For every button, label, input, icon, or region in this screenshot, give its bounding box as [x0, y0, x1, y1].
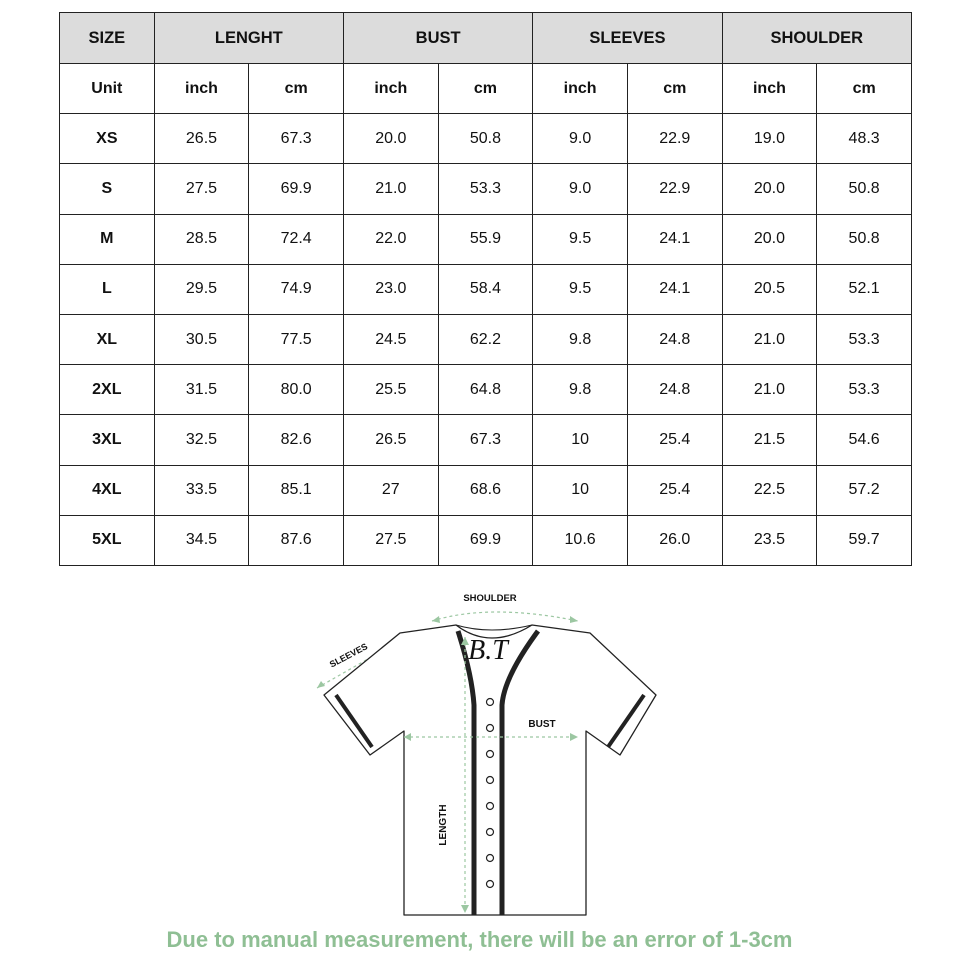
size-chart-table: [59, 12, 912, 566]
measurement-cell: 10.6: [533, 515, 628, 565]
brand-logo: B.T: [468, 635, 508, 666]
sleeves-label: SLEEVES: [327, 641, 370, 670]
table-row: [60, 415, 912, 465]
measurement-cell: 26.5: [154, 114, 249, 164]
measurement-cell: 10: [533, 465, 628, 515]
measurement-cell: 23.5: [722, 515, 817, 565]
measurement-cell: 22.0: [343, 214, 438, 264]
measurement-cell: 55.9: [438, 214, 533, 264]
measurement-cell: 82.6: [249, 415, 344, 465]
measurement-cell: 9.0: [533, 164, 628, 214]
table-row: [60, 114, 912, 164]
size-cell: XL: [60, 314, 155, 364]
measurement-cell: 34.5: [154, 515, 249, 565]
measurement-cell: 24.1: [627, 214, 722, 264]
measurement-cell: 9.8: [533, 365, 628, 415]
measurement-cell: 24.5: [343, 314, 438, 364]
measurement-cell: 67.3: [438, 415, 533, 465]
measurement-cell: inch: [722, 64, 817, 114]
measurement-cell: 24.1: [627, 264, 722, 314]
measurement-cell: 50.8: [438, 114, 533, 164]
unit-row: [60, 64, 912, 114]
size-cell: 4XL: [60, 465, 155, 515]
bust-label: BUST: [528, 719, 556, 730]
measurement-cell: 54.6: [817, 415, 912, 465]
measurement-cell: 29.5: [154, 264, 249, 314]
table-row: [60, 465, 912, 515]
length-label: LENGTH: [438, 804, 449, 846]
table-row: [60, 164, 912, 214]
measurement-cell: 22.9: [627, 164, 722, 214]
measurement-cell: 74.9: [249, 264, 344, 314]
measurement-error-note: Due to manual measurement, there will be an error of 1-3cm: [166, 927, 793, 952]
measurement-cell: 9.5: [533, 214, 628, 264]
measurement-cell: 28.5: [154, 214, 249, 264]
measurement-cell: 77.5: [249, 314, 344, 364]
measurement-cell: 57.2: [817, 465, 912, 515]
unit-label: Unit: [60, 64, 155, 114]
measurement-cell: 53.3: [817, 314, 912, 364]
measurement-cell: 22.5: [722, 465, 817, 515]
jersey-illustration: [300, 585, 680, 925]
shoulder-label: SHOULDER: [463, 593, 517, 604]
measurement-cell: 27: [343, 465, 438, 515]
header-bust: BUST: [343, 13, 532, 64]
measurement-cell: 67.3: [249, 114, 344, 164]
table-row: [60, 264, 912, 314]
measurement-cell: 19.0: [722, 114, 817, 164]
size-cell: XS: [60, 114, 155, 164]
measurement-cell: 20.5: [722, 264, 817, 314]
measurement-cell: 62.2: [438, 314, 533, 364]
measurement-cell: 9.8: [533, 314, 628, 364]
header-row: [60, 13, 912, 64]
measurement-cell: inch: [533, 64, 628, 114]
measurement-cell: 9.5: [533, 264, 628, 314]
measurement-cell: 72.4: [249, 214, 344, 264]
size-cell: M: [60, 214, 155, 264]
measurement-cell: 30.5: [154, 314, 249, 364]
measurement-cell: 80.0: [249, 365, 344, 415]
measurement-cell: 50.8: [817, 164, 912, 214]
measurement-cell: inch: [343, 64, 438, 114]
header-size: SIZE: [60, 13, 155, 64]
measurement-cell: 53.3: [438, 164, 533, 214]
measurement-cell: 27.5: [154, 164, 249, 214]
measurement-cell: 32.5: [154, 415, 249, 465]
size-cell: 3XL: [60, 415, 155, 465]
size-cell: 5XL: [60, 515, 155, 565]
measurement-cell: 9.0: [533, 114, 628, 164]
measurement-cell: 21.0: [722, 314, 817, 364]
measurement-cell: 10: [533, 415, 628, 465]
measurement-cell: 59.7: [817, 515, 912, 565]
measurement-cell: 20.0: [343, 114, 438, 164]
header-shoulder: SHOULDER: [722, 13, 911, 64]
measurement-cell: 68.6: [438, 465, 533, 515]
measurement-cell: 25.4: [627, 465, 722, 515]
measurement-cell: 21.0: [343, 164, 438, 214]
measurement-cell: 22.9: [627, 114, 722, 164]
measurement-cell: 21.5: [722, 415, 817, 465]
measurement-cell: 26.5: [343, 415, 438, 465]
measurement-cell: 48.3: [817, 114, 912, 164]
measurement-cell: inch: [154, 64, 249, 114]
table-row: [60, 314, 912, 364]
measurement-cell: 23.0: [343, 264, 438, 314]
size-cell: 2XL: [60, 365, 155, 415]
measurement-cell: 27.5: [343, 515, 438, 565]
table-row: [60, 365, 912, 415]
measurement-cell: 85.1: [249, 465, 344, 515]
measurement-cell: 58.4: [438, 264, 533, 314]
header-length: LENGHT: [154, 13, 343, 64]
measurement-cell: 52.1: [817, 264, 912, 314]
measurement-cell: 69.9: [249, 164, 344, 214]
header-sleeves: SLEEVES: [533, 13, 722, 64]
measurement-cell: 87.6: [249, 515, 344, 565]
measurement-cell: 53.3: [817, 365, 912, 415]
measurement-cell: 64.8: [438, 365, 533, 415]
measurement-cell: 31.5: [154, 365, 249, 415]
table-row: [60, 515, 912, 565]
size-cell: L: [60, 264, 155, 314]
measurement-cell: 26.0: [627, 515, 722, 565]
measurement-cell: 25.5: [343, 365, 438, 415]
measurement-cell: 25.4: [627, 415, 722, 465]
jersey-measurement-diagram: [300, 585, 680, 925]
size-cell: S: [60, 164, 155, 214]
measurement-cell: 21.0: [722, 365, 817, 415]
measurement-cell: 24.8: [627, 365, 722, 415]
measurement-cell: cm: [249, 64, 344, 114]
measurement-cell: 33.5: [154, 465, 249, 515]
measurement-cell: 69.9: [438, 515, 533, 565]
measurement-cell: cm: [438, 64, 533, 114]
measurement-cell: 50.8: [817, 214, 912, 264]
measurement-cell: 20.0: [722, 214, 817, 264]
measurement-cell: cm: [627, 64, 722, 114]
measurement-cell: 20.0: [722, 164, 817, 214]
measurement-cell: 24.8: [627, 314, 722, 364]
table-row: [60, 214, 912, 264]
measurement-cell: cm: [817, 64, 912, 114]
